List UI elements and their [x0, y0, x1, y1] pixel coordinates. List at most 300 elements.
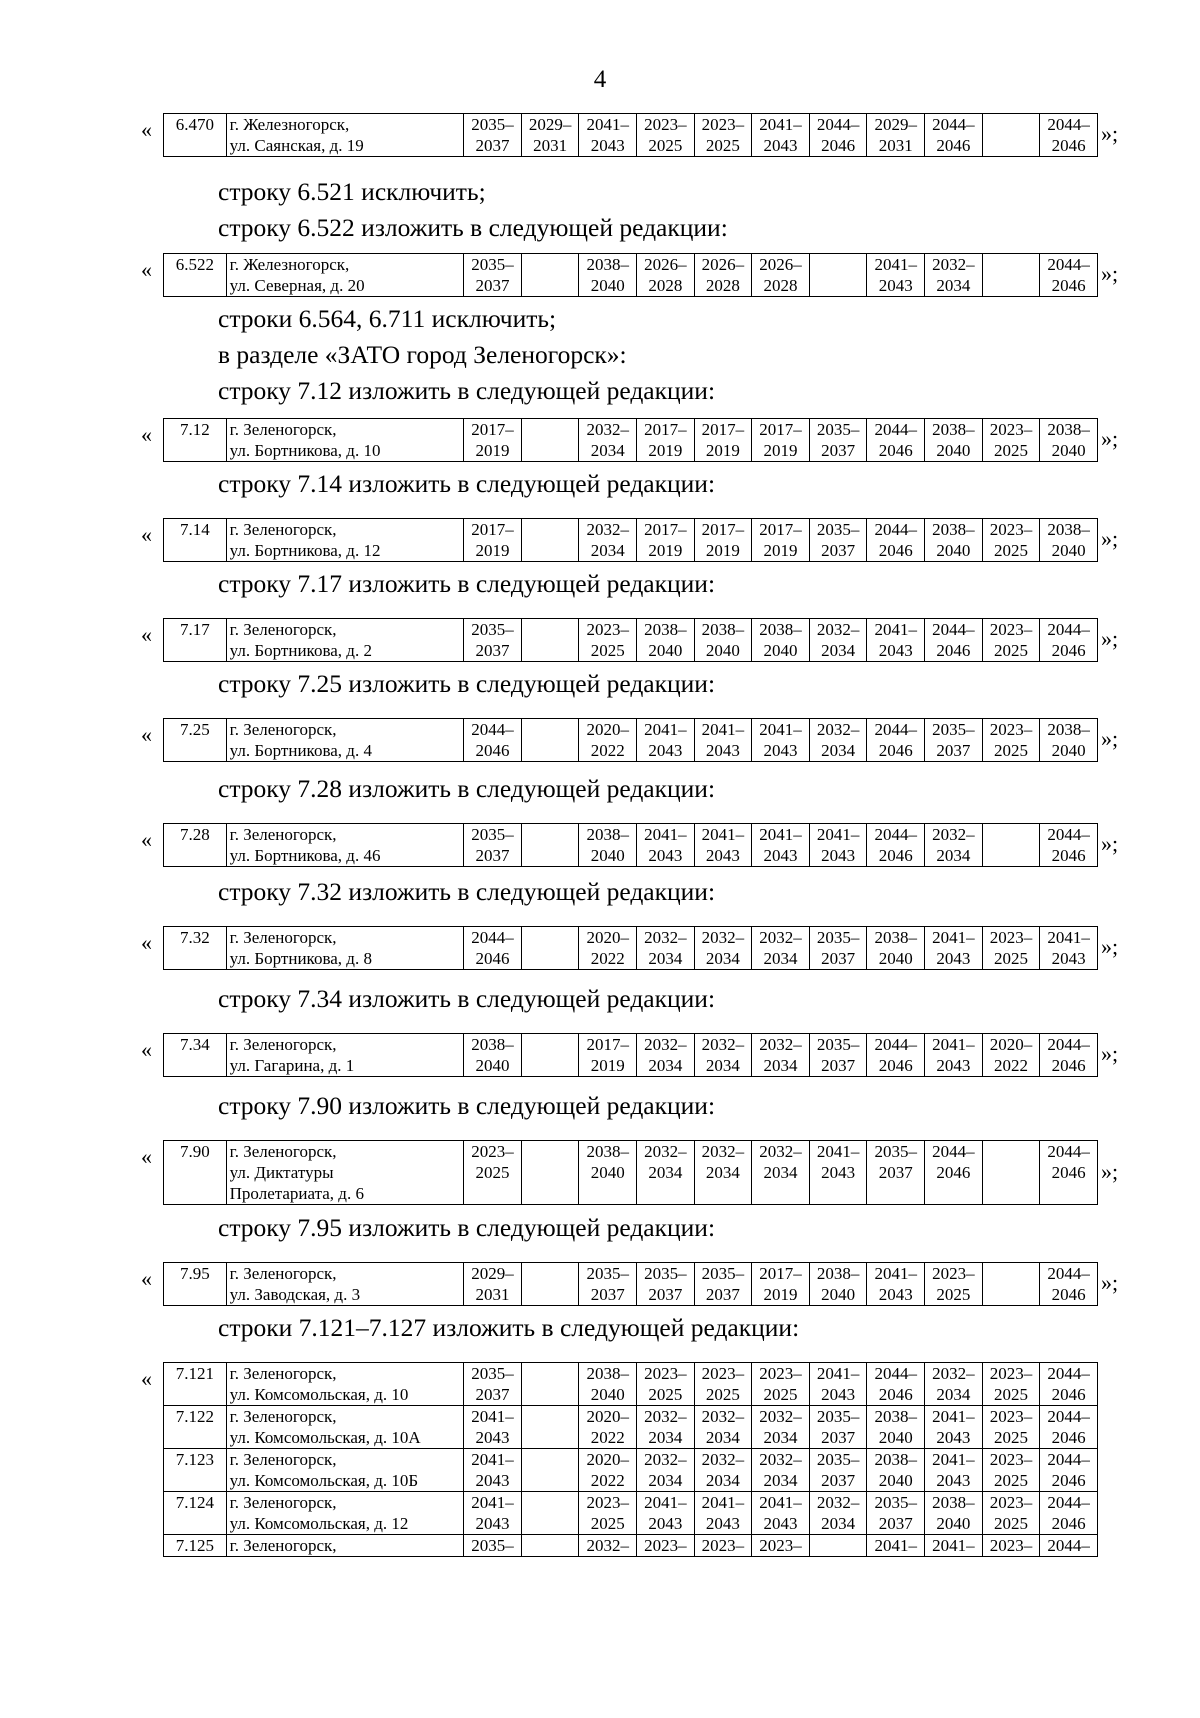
year-value: [523, 619, 578, 640]
year-value: 2025: [648, 136, 683, 155]
year-value: 2032–: [644, 1450, 687, 1469]
year-value: 2040: [1051, 541, 1086, 560]
year-value: 2032–: [759, 1142, 802, 1161]
year-range-cell: [464, 419, 522, 462]
year-range-cell: [925, 1535, 983, 1557]
year-range-cell: [521, 1535, 579, 1557]
year-value: 2032–: [644, 928, 687, 947]
year-range-cell: [809, 1034, 867, 1077]
year-range-cell: [464, 927, 522, 970]
open-quote: «: [141, 117, 152, 142]
year-value: 2040: [878, 949, 913, 968]
year-range-cell: [867, 1449, 925, 1492]
year-range-cell: [752, 719, 810, 762]
year-value: 2041–: [759, 825, 802, 844]
year-range-cell: [867, 1363, 925, 1406]
year-value: 2023–: [701, 115, 745, 134]
table-row: [164, 927, 1098, 970]
address-line: г. Зеленогорск,: [229, 1407, 337, 1426]
year-value: 2035–: [644, 1264, 687, 1283]
year-value: 2023–: [989, 1450, 1033, 1469]
address-line: г. Зеленогорск,: [229, 928, 337, 947]
year-value: 2040: [590, 276, 625, 295]
address-line: г. Железногорск,: [229, 115, 350, 134]
year-range-cell: [1040, 1141, 1098, 1205]
year-value: 2032–: [932, 825, 975, 844]
year-range-cell: [925, 1492, 983, 1535]
address-line: г. Зеленогорск,: [229, 420, 337, 439]
year-value: 2038–: [1047, 420, 1090, 439]
year-value: 2041–: [471, 1493, 514, 1512]
year-value: 2044–: [1047, 1450, 1090, 1469]
address-line: г. Зеленогорск,: [229, 1035, 337, 1054]
address-line: г. Зеленогорск,: [229, 1450, 337, 1469]
year-value: 2041–: [471, 1407, 514, 1426]
year-range-cell: [521, 1449, 579, 1492]
row-address: [226, 1406, 464, 1449]
row-number: 7.123: [164, 1449, 227, 1492]
open-quote: «: [141, 522, 152, 547]
address-line: ул. Диктатуры: [229, 1163, 334, 1182]
year-range-cell: [809, 824, 867, 867]
year-value: 2034: [648, 1163, 683, 1182]
row-address: [226, 1034, 464, 1077]
address-line: ул. Комсомольская, д. 10: [229, 1385, 409, 1404]
year-value: 2034: [763, 1471, 798, 1490]
close-quote: »;: [1101, 831, 1119, 856]
year-value: 2025: [993, 441, 1028, 460]
heading-line: строку 7.25 изложить в следующей редакции:: [218, 669, 716, 698]
year-value: [984, 1141, 1039, 1162]
year-value: 2034: [936, 276, 971, 295]
table-row: [164, 719, 1098, 762]
year-range-cell: [982, 419, 1040, 462]
year-value: 2037: [936, 741, 971, 760]
year-range-cell: [637, 1263, 695, 1306]
close-quote: »;: [1101, 1158, 1119, 1184]
year-range-cell: [464, 1406, 522, 1449]
year-value: 2029–: [471, 1264, 514, 1283]
year-range-cell: [579, 114, 637, 157]
year-range-cell: [809, 927, 867, 970]
year-value: 2044–: [932, 1142, 975, 1161]
year-value: 2025: [705, 136, 740, 155]
close-quote: »;: [1101, 1270, 1119, 1295]
year-value: 2032–: [816, 1493, 860, 1512]
open-quote: «: [141, 1144, 152, 1169]
year-range-cell: [694, 1406, 752, 1449]
year-value: 2032–: [644, 1035, 687, 1054]
year-range-cell: [521, 519, 579, 562]
year-value: 2044–: [874, 420, 917, 439]
year-value: 2034: [763, 1428, 798, 1447]
year-range-cell: [809, 1406, 867, 1449]
year-value: 2035–: [816, 420, 860, 439]
year-value: 2046: [1051, 1514, 1086, 1533]
year-value: 2034: [590, 541, 625, 560]
year-value: 2038–: [759, 620, 802, 639]
year-value: 2041–: [1047, 928, 1090, 947]
year-range-cell: [867, 1034, 925, 1077]
year-range-cell: [637, 419, 695, 462]
year-range-cell: [752, 927, 810, 970]
year-value: [811, 254, 866, 275]
year-range-cell: [809, 519, 867, 562]
close-quote: »;: [1101, 1041, 1119, 1066]
address-line: г. Зеленогорск,: [229, 825, 337, 844]
year-value: 2026–: [701, 255, 745, 274]
year-range-cell: [637, 1535, 695, 1557]
table-row: [164, 1492, 1098, 1535]
year-value: 2020–: [586, 1407, 629, 1426]
row-address: [226, 1263, 464, 1306]
year-value: 2040: [936, 541, 971, 560]
year-value: 2043: [821, 1385, 856, 1404]
year-range-cell: [982, 619, 1040, 662]
year-value: 2043: [878, 276, 913, 295]
row-number: 7.17: [164, 619, 227, 662]
year-value: 2043: [936, 1056, 971, 1075]
year-value: 2020–: [586, 928, 629, 947]
year-value: 2035–: [816, 520, 860, 539]
year-value: 2044–: [874, 1035, 917, 1054]
address-line: г. Зеленогорск,: [229, 520, 337, 539]
table-row: [164, 1363, 1098, 1406]
year-value: 2041–: [874, 1264, 917, 1283]
year-value: 2034: [705, 1163, 740, 1182]
year-range-cell: [579, 1449, 637, 1492]
year-range-cell: [925, 1141, 983, 1205]
year-range-cell: [809, 1535, 867, 1557]
table-row: [164, 824, 1098, 867]
address-line: г. Зеленогорск,: [229, 620, 337, 639]
year-value: 2037: [648, 1285, 683, 1304]
address-line: г. Зеленогорск,: [229, 1364, 337, 1383]
table-row: [164, 254, 1098, 297]
year-value: 2041–: [644, 720, 687, 739]
year-range-cell: [694, 1535, 752, 1557]
year-value: 2032–: [644, 1142, 687, 1161]
year-range-cell: [464, 114, 522, 157]
year-value: 2034: [648, 1056, 683, 1075]
year-value: [523, 275, 578, 296]
year-range-cell: [982, 1406, 1040, 1449]
year-value: 2019: [763, 1285, 798, 1304]
open-quote: «: [141, 1266, 152, 1291]
year-value: 2038–: [932, 1493, 975, 1512]
open-quote: «: [141, 422, 152, 447]
year-value: 2025: [993, 1471, 1028, 1490]
year-range-cell: [521, 1034, 579, 1077]
row-number: 7.90: [164, 1141, 227, 1205]
year-value: 2046: [1051, 1428, 1086, 1447]
year-value: 2046: [878, 441, 913, 460]
year-range-cell: [637, 1449, 695, 1492]
year-value: 2035–: [471, 825, 514, 844]
year-value: 2037: [475, 276, 510, 295]
year-value: 2032–: [701, 1035, 745, 1054]
year-value: 2034: [705, 1428, 740, 1447]
year-value: 2023–: [644, 1364, 687, 1383]
address-line: г. Зеленогорск,: [229, 1536, 337, 1555]
year-range-cell: [982, 1141, 1040, 1205]
year-value: 2038–: [874, 928, 917, 947]
year-value: [523, 540, 578, 561]
year-range-cell: [579, 254, 637, 297]
year-value: 2032–: [759, 1035, 802, 1054]
year-value: 2037: [705, 1285, 740, 1304]
year-value: [523, 419, 578, 440]
year-value: 2044–: [1047, 1364, 1090, 1383]
year-value: 2041–: [701, 825, 745, 844]
year-range-cell: [1040, 927, 1098, 970]
year-value: 2031: [475, 1285, 510, 1304]
close-quote: »;: [1101, 121, 1119, 146]
year-range-cell: [752, 1263, 810, 1306]
year-value: 2046: [1051, 1163, 1086, 1182]
year-value: 2022: [590, 949, 625, 968]
address-line: ул. Бортникова, д. 2: [229, 641, 372, 660]
year-value: 2019: [705, 541, 740, 560]
year-range-cell: [925, 719, 983, 762]
year-range-cell: [521, 1406, 579, 1449]
year-value: 2041–: [471, 1450, 514, 1469]
year-range-cell: [982, 824, 1040, 867]
year-value: 2023–: [644, 115, 687, 134]
row-address: [226, 419, 464, 462]
year-value: [984, 1162, 1039, 1183]
year-range-cell: [521, 419, 579, 462]
year-value: 2028: [705, 276, 740, 295]
table-row: [164, 619, 1098, 662]
year-value: [523, 1055, 578, 1076]
year-range-cell: [925, 1363, 983, 1406]
year-range-cell: [579, 1141, 637, 1205]
year-value: [523, 824, 578, 845]
year-range-cell: [637, 1034, 695, 1077]
year-value: 2044–: [1047, 255, 1090, 274]
year-value: 2035–: [471, 255, 514, 274]
year-value: 2035–: [816, 1450, 860, 1469]
year-value: 2025: [590, 641, 625, 660]
year-value: 2040: [878, 1428, 913, 1447]
year-value: [984, 1263, 1039, 1284]
row-address: [226, 1492, 464, 1535]
year-value: 2023–: [471, 1142, 514, 1161]
row-number: 7.125: [164, 1535, 227, 1557]
year-value: 2023–: [989, 520, 1033, 539]
heading-line: строку 7.14 изложить в следующей редакции:: [218, 469, 716, 498]
year-value: 2041–: [586, 115, 629, 134]
year-range-cell: [521, 114, 579, 157]
year-value: 2028: [648, 276, 683, 295]
year-value: 2023–: [989, 928, 1033, 947]
year-range-cell: [1040, 619, 1098, 662]
year-value: 2044–: [816, 115, 860, 134]
year-value: 2037: [878, 1163, 913, 1182]
year-value: 2046: [878, 541, 913, 560]
year-range-cell: [752, 1406, 810, 1449]
year-value: 2031: [878, 136, 913, 155]
address-line: ул. Саянская, д. 19: [229, 136, 364, 155]
year-range-cell: [925, 1449, 983, 1492]
year-range-cell: [867, 114, 925, 157]
year-value: 2044–: [874, 1364, 917, 1383]
row-number: 7.25: [164, 719, 227, 762]
year-value: 2046: [475, 949, 510, 968]
year-value: 2025: [993, 1514, 1028, 1533]
year-range-cell: [1040, 1449, 1098, 1492]
year-value: 2023–: [644, 1536, 687, 1555]
year-range-cell: [637, 1141, 695, 1205]
year-range-cell: [925, 824, 983, 867]
address-line: ул. Бортникова, д. 46: [229, 846, 381, 865]
year-value: [984, 845, 1039, 866]
heading-line: строку 7.28 изложить в следующей редакции:: [218, 774, 716, 803]
year-value: 2034: [705, 1471, 740, 1490]
year-value: 2017–: [759, 1264, 802, 1283]
year-value: 2032–: [586, 420, 629, 439]
year-range-cell: [694, 419, 752, 462]
year-range-cell: [809, 1141, 867, 1205]
year-range-cell: [637, 927, 695, 970]
amendment-table: [163, 718, 1098, 762]
year-value: 2041–: [701, 720, 745, 739]
year-value: 2037: [475, 136, 510, 155]
year-value: [984, 275, 1039, 296]
table-row: [164, 1263, 1098, 1306]
year-value: [523, 1427, 578, 1448]
year-value: 2023–: [701, 1364, 745, 1383]
year-range-cell: [694, 1492, 752, 1535]
year-value: 2035–: [816, 1035, 860, 1054]
year-value: 2019: [763, 541, 798, 560]
year-value: [984, 254, 1039, 275]
year-value: 2043: [475, 1471, 510, 1490]
year-value: [523, 1406, 578, 1427]
year-value: 2023–: [989, 1493, 1033, 1512]
year-value: 2044–: [932, 115, 975, 134]
open-quote: «: [141, 930, 152, 955]
year-value: 2025: [590, 1514, 625, 1533]
year-value: 2032–: [759, 1450, 802, 1469]
year-value: 2032–: [816, 720, 860, 739]
year-value: 2034: [936, 1385, 971, 1404]
year-range-cell: [579, 1406, 637, 1449]
year-value: [523, 519, 578, 540]
year-value: 2023–: [701, 1536, 745, 1555]
year-value: [523, 1470, 578, 1491]
row-address: [226, 619, 464, 662]
year-value: 2040: [475, 1056, 510, 1075]
year-value: 2041–: [759, 1493, 802, 1512]
year-value: [523, 1162, 578, 1183]
year-range-cell: [809, 1492, 867, 1535]
year-value: 2040: [648, 641, 683, 660]
year-value: 2044–: [874, 520, 917, 539]
year-range-cell: [464, 1034, 522, 1077]
row-number: 7.95: [164, 1263, 227, 1306]
year-value: 2032–: [816, 620, 860, 639]
row-number: 7.124: [164, 1492, 227, 1535]
heading-line: строки 6.564, 6.711 исключить;: [218, 304, 557, 333]
year-value: 2046: [1051, 1056, 1086, 1075]
year-value: 2023–: [989, 620, 1033, 639]
year-range-cell: [1040, 1535, 1098, 1557]
year-value: 2022: [590, 741, 625, 760]
close-quote: »;: [1101, 726, 1119, 751]
amendment-table: [163, 518, 1098, 562]
year-value: 2043: [590, 136, 625, 155]
year-value: 2041–: [816, 1142, 860, 1161]
row-number: 6.522: [164, 254, 227, 297]
year-value: 2044–: [1047, 1536, 1090, 1555]
year-value: 2034: [821, 641, 856, 660]
year-value: 2044–: [1047, 620, 1090, 639]
year-range-cell: [464, 254, 522, 297]
year-value: 2017–: [471, 520, 514, 539]
year-value: 2043: [878, 641, 913, 660]
year-range-cell: [521, 927, 579, 970]
table-row: [164, 114, 1098, 157]
address-line: г. Зеленогорск,: [229, 1493, 337, 1512]
year-value: 2040: [590, 1385, 625, 1404]
open-quote: «: [141, 722, 152, 747]
row-address: [226, 824, 464, 867]
year-value: 2032–: [644, 1407, 687, 1426]
address-line: ул. Северная, д. 20: [229, 276, 365, 295]
year-value: 2034: [648, 1471, 683, 1490]
year-range-cell: [579, 1535, 637, 1557]
year-value: 2043: [936, 1428, 971, 1447]
year-range-cell: [1040, 1263, 1098, 1306]
year-value: [984, 135, 1039, 156]
year-value: 2037: [821, 949, 856, 968]
row-number: 7.32: [164, 927, 227, 970]
year-range-cell: [694, 1141, 752, 1205]
year-range-cell: [867, 419, 925, 462]
year-range-cell: [982, 519, 1040, 562]
year-value: 2041–: [759, 115, 802, 134]
year-range-cell: [694, 927, 752, 970]
year-range-cell: [637, 1492, 695, 1535]
year-value: 2043: [705, 1514, 740, 1533]
year-range-cell: [867, 519, 925, 562]
open-quote: «: [141, 1366, 152, 1391]
year-value: 2025: [705, 1385, 740, 1404]
year-value: 2044–: [1047, 1035, 1090, 1054]
year-value: 2044–: [932, 620, 975, 639]
row-number: 6.470: [164, 114, 227, 157]
year-value: 2019: [475, 541, 510, 560]
year-value: 2034: [821, 1514, 856, 1533]
year-value: 2032–: [586, 1536, 629, 1555]
heading-line: строку 7.90 изложить в следующей редакции:: [218, 1091, 716, 1120]
year-value: [523, 1384, 578, 1405]
year-value: 2046: [878, 1056, 913, 1075]
year-value: 2035–: [816, 1407, 860, 1426]
year-value: 2044–: [1047, 1264, 1090, 1283]
heading-line: строку 6.522 изложить в следующей редакции:: [218, 213, 728, 242]
year-value: 2020–: [586, 720, 629, 739]
year-range-cell: [464, 824, 522, 867]
year-value: 2035–: [874, 1142, 917, 1161]
year-value: 2028: [763, 276, 798, 295]
year-value: 2023–: [586, 1493, 629, 1512]
year-value: 2043: [648, 741, 683, 760]
address-line: г. Железногорск,: [229, 255, 350, 274]
year-value: 2020–: [586, 1450, 629, 1469]
